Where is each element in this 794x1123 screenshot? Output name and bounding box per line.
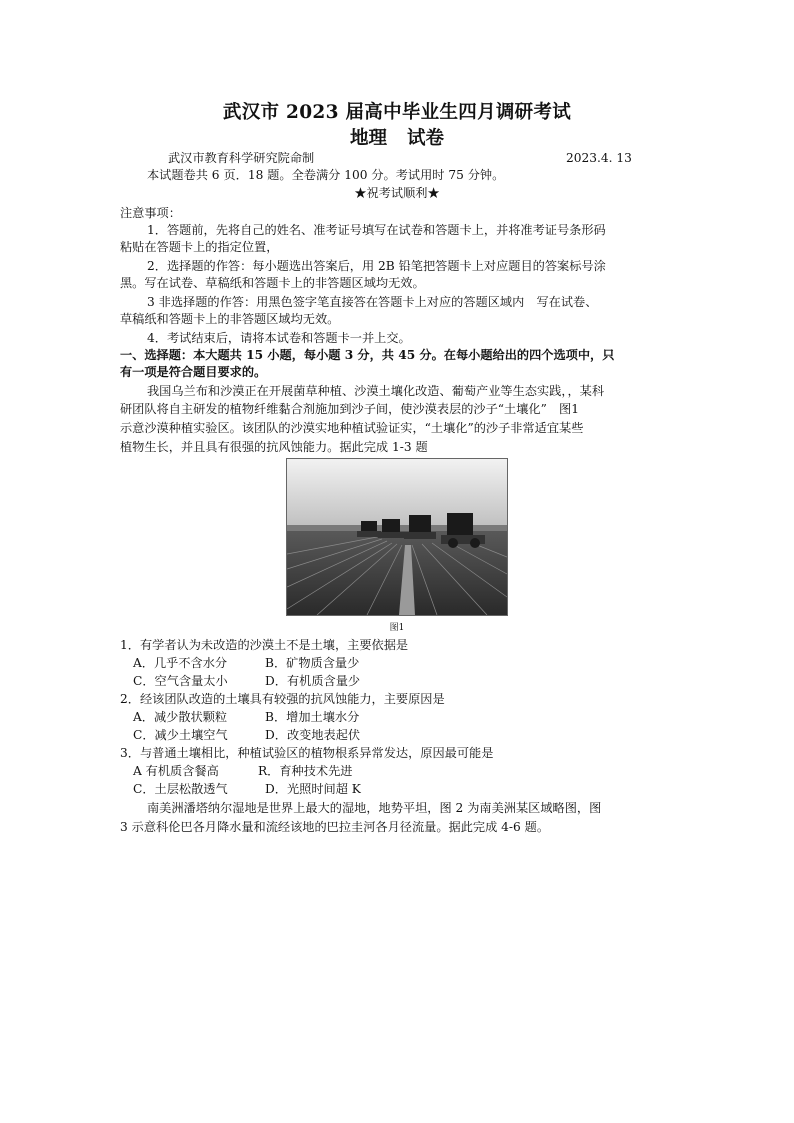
question-3-option-b: R．育种技术先进 xyxy=(258,764,353,778)
good-luck-wish: ★祝考试顺利★ xyxy=(354,186,440,200)
passage-1-line-2: 研团队将自主研发的植物纤维黏合剂施加到沙子间，使沙漠表层的沙子“土壤化” 图1 xyxy=(120,402,579,416)
paper-label: 试卷 xyxy=(407,128,445,149)
section-1-heading-line-1: 一、选择题：本大题共 15 小题，每小题 3 分，共 45 分。在每小题给出的四个选项中，只 xyxy=(120,348,615,362)
question-2-option-a: A．减少散状颗粒 xyxy=(133,710,228,724)
notes-heading: 注意事项： xyxy=(120,206,181,220)
passage-1-line-4: 植物生长，并且具有很强的抗风蚀能力。据此完成 1-3 题 xyxy=(120,440,428,454)
note-1-line-1: 1．答题前，先将自己的姓名、准考证号填写在试卷和答题卡上，并将准考证号条形码 xyxy=(147,223,606,237)
desert-planting-photo xyxy=(286,458,508,616)
note-2-line-2: 黑。写在试卷、草稿纸和答题卡上的非答题区域均无效。 xyxy=(120,276,425,290)
question-3-option-c: C．土层松散透气 xyxy=(133,782,228,796)
note-4-line-1: 4．考试结束后，请将本试卷和答题卡一并上交。 xyxy=(147,331,411,345)
note-3-line-2: 草稿纸和答题卡上的非答题区域均无效。 xyxy=(120,312,340,326)
passage-2-line-2: 3 示意科伦巴各月降水量和流经该地的巴拉圭河各月径流量。据此完成 4-6 题。 xyxy=(120,820,550,834)
note-3-line-1: 3 非选择题的作答：用黑色签字笔直接答在答题卡上对应的答题区域内 写在试卷、 xyxy=(147,295,598,309)
question-1-option-a: A．几乎不含水分 xyxy=(133,656,228,670)
question-3-stem: 3．与普通土壤相比，种植试验区的植物根系异常发达，原因最可能是 xyxy=(120,746,494,760)
question-1-option-b: B．矿物质含量少 xyxy=(265,656,360,670)
note-2-line-1: 2．选择题的作答：每小题选出答案后，用 2B 铅笔把答题卡上对应题目的答案标号涂 xyxy=(147,259,606,273)
question-1-stem: 1．有学者认为未改造的沙漠土不是土壤，主要依据是 xyxy=(120,638,409,652)
question-2-option-d: D．改变地表起伏 xyxy=(265,728,361,742)
question-2-stem: 2．经该团队改造的土壤具有较强的抗风蚀能力，主要原因是 xyxy=(120,692,445,706)
question-3-option-d: D．光照时间超 K xyxy=(265,782,361,796)
subject-name: 地理 xyxy=(349,128,387,149)
question-3-option-a: A 有机质含餐高 xyxy=(133,764,219,778)
issuer: 武汉市教育科学研究院命制 xyxy=(168,151,315,165)
section-1-heading-line-2: 有一项是符合题目要求的。 xyxy=(120,365,267,379)
passage-1-line-1: 我国乌兰布和沙漠正在开展菌草种植、沙漠土壤化改造、葡萄产业等生态实践，，某科 xyxy=(147,384,605,398)
question-2-option-b: B．增加土壤水分 xyxy=(265,710,360,724)
question-1-option-c: C．空气含量太小 xyxy=(133,674,228,688)
note-1-line-2: 粘贴在答题卡上的指定位置， xyxy=(120,240,279,254)
question-1-option-d: D．有机质含量少 xyxy=(265,674,361,688)
exam-date: 2023.4. 13 xyxy=(566,151,632,165)
question-2-option-c: C．减少土壤空气 xyxy=(133,728,228,742)
exam-info: 本试题卷共 6 页．18 题。全卷满分 100 分。考试用时 75 分钟。 xyxy=(147,168,505,182)
exam-title: 武汉市 2023 届高中毕业生四月调研考试 xyxy=(222,102,572,123)
figure-1-caption: 图1 xyxy=(389,623,405,633)
exam-subtitle xyxy=(0,124,794,150)
passage-1-line-3: 示意沙漠种植实验区。该团队的沙漠实地种植试验证实，“土壤化”的沙子非常适宜某些 xyxy=(120,421,584,435)
passage-2-line-1: 南美洲潘塔纳尔湿地是世界上最大的湿地，地势平坦，图 2 为南美洲某区域略图，图 xyxy=(147,801,602,815)
